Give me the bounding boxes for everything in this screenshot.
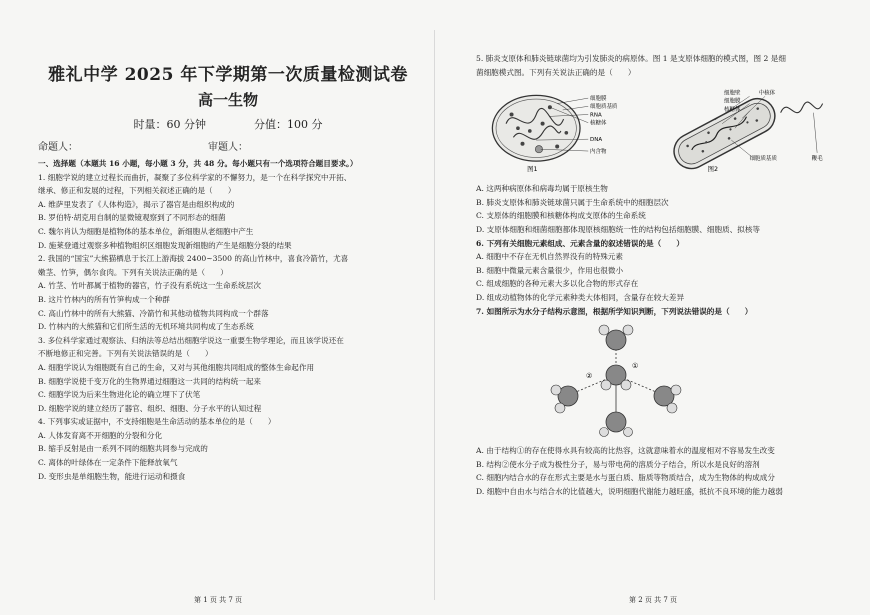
option-line: A. 由于结构①的存在使得水具有较高的比热容，这就意味着水的温度相对不容易发生改变 bbox=[476, 446, 775, 456]
page-1-questions bbox=[38, 157, 418, 483]
question-7-options bbox=[476, 444, 852, 498]
question-line: D. 竹林内的大熊猫和它们所生活的无机环境共同构成了生态系统 bbox=[38, 322, 254, 332]
question-line: B. 细胞中微量元素含量很少，作用也很微小 bbox=[476, 265, 624, 275]
author-label: 命题人： bbox=[38, 142, 78, 153]
page-2-footer: 第 2 页 共 7 页 bbox=[628, 596, 678, 604]
exam-authors bbox=[38, 138, 418, 153]
fig2-label-wall: 细胞壁 bbox=[724, 90, 741, 97]
question-line: D. 细胞学说的建立经历了器官、组织、细胞、分子水平的认知过程 bbox=[38, 403, 262, 413]
fig1-caption: 图1 bbox=[527, 165, 538, 174]
questions-5-to-7 bbox=[476, 182, 852, 318]
question-line: B. 缩手反射是由一系列不同的细胞共同参与完成的 bbox=[38, 444, 208, 454]
question-line: 菌细胞模式图。下列有关说法正确的是（ ） bbox=[476, 67, 636, 77]
option-line: C. 细胞内结合水的存在形式主要是水与蛋白质、脂质等物质结合，成为生物体的构成成分 bbox=[476, 473, 775, 483]
time-limit: 时量：60 分钟 bbox=[133, 118, 206, 131]
question-line: C. 细胞学说为后来生物进化论的确立埋下了伏笔 bbox=[38, 390, 201, 400]
question-line: D. 施莱登通过观察多种植物组织区细胞发现新细胞的产生是细胞分裂的结果 bbox=[38, 240, 292, 250]
water-molecules-diagram bbox=[516, 320, 716, 438]
fig2-label-membrane: 细胞膜 bbox=[724, 98, 741, 105]
question-line: 不断地修正和完善。下列有关说法错误的是（ ） bbox=[38, 349, 213, 359]
question-line: D. 组成动植物体的化学元素种类大体相同，含量存在较大差异 bbox=[476, 292, 685, 302]
fig2-label-nucleoid: 中核体 bbox=[758, 90, 776, 97]
question-5-stem bbox=[476, 52, 852, 79]
exam-subject: 高一生物 bbox=[197, 91, 258, 109]
question-line: D. 支原体细胞和细菌细胞都体现原核细胞统一性的结构包括细胞膜、细胞质、拟核等 bbox=[476, 224, 761, 234]
question-line: C. 组成细胞的各种元素大多以化合物的形式存在 bbox=[476, 279, 639, 289]
question-line: B. 罗伯特·胡克用自制的显微镜观察到了不同形态的细菌 bbox=[38, 213, 226, 223]
fig1-label-inclusion: 内含物 bbox=[590, 149, 607, 156]
fig1-label-membrane: 细胞膜 bbox=[590, 96, 607, 103]
water-label-1: ① bbox=[632, 362, 639, 371]
question-line: 3. 多位科学家通过观察法、归纳法等总结出细胞学说这一重要生物学理论，而且该学说还在 bbox=[38, 335, 344, 345]
question-line: D. 变形虫是单细胞生物，能进行运动和摄食 bbox=[38, 471, 186, 481]
exam-title: 雅礼中学 2025 年下学期第一次质量检测试卷 bbox=[48, 65, 408, 85]
question-line: 1. 细胞学说的建立过程长而曲折，凝聚了多位科学家的不懈努力，是一个在科学探究中开拓、 bbox=[38, 172, 352, 182]
question-line: A. 这两种病原体和病毒均属于原核生物 bbox=[476, 184, 608, 194]
fig2-label-ribosome: 核糖体 bbox=[724, 107, 741, 114]
mycoplasma-figure bbox=[486, 83, 641, 178]
page-2 bbox=[436, 0, 870, 615]
question-line: B. 细胞学说使千变万化的生物界通过细胞这一共同的结构统一起来 bbox=[38, 376, 262, 386]
question-line: 7. 如图所示为水分子结构示意图，根据所学知识判断，下列说法错误的是（ ） bbox=[476, 306, 753, 316]
total-score: 分值：100 分 bbox=[254, 118, 323, 131]
question-line: C. 高山竹林中的所有大熊猫、冷箭竹和其他动植物共同构成一个群落 bbox=[38, 308, 269, 318]
question-line: B. 这片竹林内的所有竹笋构成一个种群 bbox=[38, 294, 170, 304]
fig1-label-dna: DNA bbox=[590, 137, 603, 144]
question-line: 继承、修正和发展的过程，下列相关叙述正确的是（ ） bbox=[38, 186, 236, 196]
question-5-figures bbox=[486, 83, 852, 178]
question-line: B. 肺炎支原体和肺炎链球菌只属于生命系统中的细胞层次 bbox=[476, 197, 669, 207]
reviewer-label: 审题人： bbox=[208, 142, 248, 153]
question-line: A. 细胞中不存在无机自然界没有的特殊元素 bbox=[476, 252, 623, 262]
fig2-caption: 图2 bbox=[707, 165, 719, 174]
water-molecule-figure bbox=[516, 320, 852, 438]
option-line: D. 细胞中自由水与结合水的比值越大，说明细胞代谢能力越旺盛，抵抗不良环境的能力越弱 bbox=[476, 486, 783, 496]
question-line: A. 维萨里发表了《人体构造》，揭示了器官是由组织构成的 bbox=[38, 199, 235, 209]
question-line: C. 魏尔肖认为细胞是植物体的基本单位，新细胞从老细胞中产生 bbox=[38, 226, 254, 236]
question-line: A. 细胞学说认为细胞既有自己的生命，又对与其他细胞共同组成的整体生命起作用 bbox=[38, 362, 315, 372]
fig2-label-flagellum: 鞭毛 bbox=[811, 156, 823, 163]
question-line: C. 支原体的细胞膜和核糖体构成支原体的生命系统 bbox=[476, 211, 646, 221]
bacterium-figure bbox=[651, 83, 852, 178]
exam-meta bbox=[38, 116, 418, 132]
question-line: 嫩茎、竹笋，偶尔食肉。下列有关说法正确的是（ ） bbox=[38, 267, 228, 277]
fig1-label-rna: RNA bbox=[590, 112, 602, 119]
question-line: 2. 我国的“国宝”大熊猫栖息于长江上游海拔 2400~3500 的高山竹林中，喜食冷箭竹，尤喜 bbox=[38, 254, 349, 264]
question-line: 4. 下列事实或证据中，不支持细胞是生命活动的基本单位的是（ ） bbox=[38, 417, 276, 427]
fig1-label-cytoplasm: 细胞质基质 bbox=[590, 104, 618, 111]
fig2-label-cytoplasm: 细胞质基质 bbox=[749, 156, 778, 163]
water-label-2: ② bbox=[586, 372, 593, 381]
fig1-label-ribosome: 核糖体 bbox=[590, 120, 607, 127]
option-line: B. 结构②使水分子成为极性分子，易与带电荷的溶质分子结合，所以水是良好的溶剂 bbox=[476, 459, 760, 469]
question-line: 一、选择题（本题共 16 小题，每小题 3 分，共 48 分。每小题只有一个选项符合题目要求。） bbox=[38, 159, 358, 168]
question-line: C. 离体的叶绿体在一定条件下能释放氧气 bbox=[38, 458, 178, 468]
question-line: A. 竹茎、竹叶都属于植物的器官，竹子没有系统这一生命系统层次 bbox=[38, 281, 261, 291]
page-1-footer: 第 1 页 共 7 页 bbox=[193, 596, 243, 604]
question-line: A. 人体发育离不开细胞的分裂和分化 bbox=[38, 430, 163, 440]
question-line: 5. 肺炎支原体和肺炎链球菌均为引发肺炎的病原体。图 1 是支原体细胞的模式图，图 2 是细 bbox=[476, 54, 786, 63]
question-line: 6. 下列有关细胞元素组成、元素含量的叙述错误的是（ ） bbox=[476, 238, 685, 248]
